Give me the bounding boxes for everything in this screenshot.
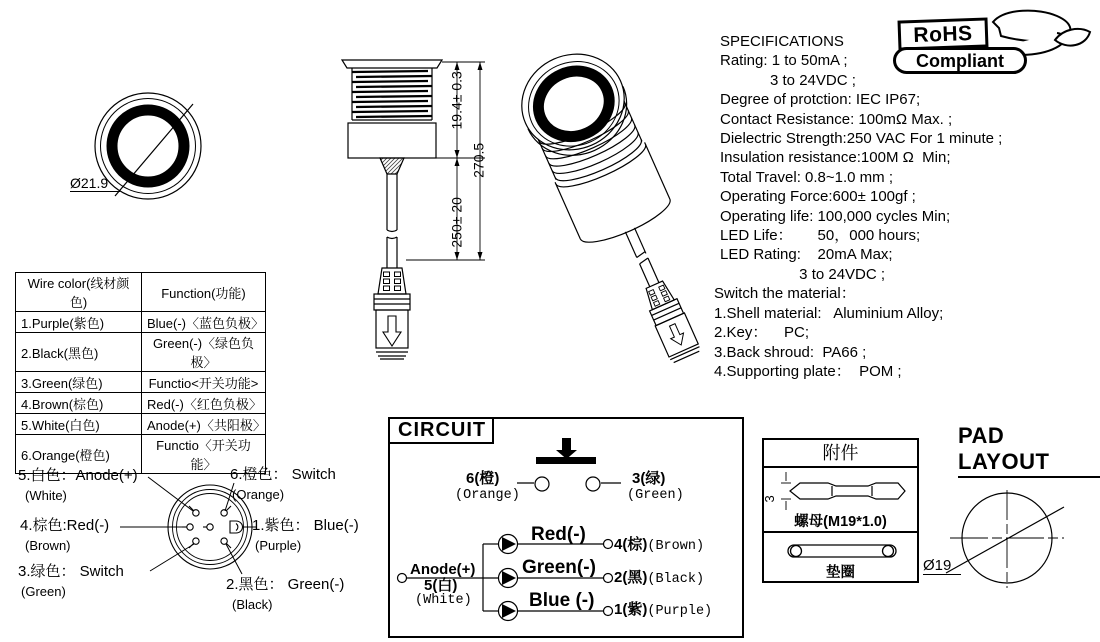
circuit-label-pin5: 5(白) bbox=[424, 577, 458, 594]
pad-diameter-label: Ø19 bbox=[923, 558, 961, 575]
dim-label-cable-length: 250± 20 bbox=[448, 197, 465, 248]
pinout-sublabel-brown: (Brown) bbox=[25, 538, 71, 553]
spec-line: Total Travel: 0.8~1.0 mm ; bbox=[720, 168, 893, 186]
spec-line: Insulation resistance:100M Ω Min; bbox=[720, 149, 951, 167]
washer-drawing bbox=[786, 543, 898, 561]
washer-label: 垫圈 bbox=[826, 565, 855, 581]
spec-line: 2.Key： PC; bbox=[714, 324, 810, 342]
circuit-title: CIRCUIT bbox=[388, 417, 494, 444]
col-header-wire-color: Wire color(线材颜色) bbox=[16, 273, 142, 312]
accessories-divider bbox=[764, 531, 917, 533]
spec-line: 4.Supporting plate： POM ; bbox=[714, 362, 902, 380]
accessories-title: 附件 bbox=[764, 440, 917, 468]
circuit-sublabel-white: (White) bbox=[415, 593, 472, 608]
table-row: 5.White(白色) Anode(+)〈共阳极〉 bbox=[16, 414, 266, 435]
table-row: 6.Orange(橙色) Functio〈开关功能〉 bbox=[16, 435, 266, 474]
dim-label-height: 19.4± 0.3 bbox=[448, 71, 465, 130]
pinout-sublabel-green: (Green) bbox=[21, 584, 66, 599]
spec-line: Rating: 1 to 50mA ; bbox=[720, 52, 848, 70]
table-row: 2.Black(黑色) Green(-)〈绿色负极〉 bbox=[16, 333, 266, 372]
table-row: 1.Purple(紫色) Blue(-)〈蓝色负极〉 bbox=[16, 312, 266, 333]
wire-function-table bbox=[15, 272, 266, 474]
spec-line: Contact Resistance: 100mΩ Max. ; bbox=[720, 110, 953, 128]
pinout-label-3-green: 3.绿色： Switch bbox=[18, 563, 124, 580]
pinout-label-2-black: 2.黑色： Green(-) bbox=[226, 576, 345, 593]
nut-dimension-label: 3 bbox=[762, 495, 778, 503]
dim-label-total-length: 270.5 bbox=[470, 142, 487, 178]
circuit-label-pin2: 2(黑)(Black) bbox=[614, 569, 705, 587]
circuit-label-anode: Anode(+) bbox=[410, 561, 476, 578]
nut-drawing bbox=[768, 470, 916, 512]
rohs-compliant-box: Compliant bbox=[893, 47, 1027, 74]
nut-label: 螺母(M19*1.0) bbox=[794, 514, 887, 530]
spec-line: 3 to 24VDC ; bbox=[720, 265, 886, 283]
circuit-label-pin1: 1(紫)(Purple) bbox=[614, 601, 713, 619]
pad-layout-drawing bbox=[900, 475, 1100, 600]
pinout-label-1-purple: 1.紫色： Blue(-) bbox=[252, 517, 359, 534]
circuit-sublabel-green: (Green) bbox=[627, 488, 684, 503]
button-side-view-drawing bbox=[335, 50, 495, 370]
circuit-sublabel-orange: (Orange) bbox=[455, 488, 520, 503]
button-perspective-view-drawing bbox=[505, 45, 705, 365]
pinout-label-5-white: 5.白色：Anode(+) bbox=[18, 467, 138, 484]
spec-line: Switch the material： bbox=[714, 285, 856, 303]
spec-line: SPECIFICATIONS bbox=[720, 33, 844, 50]
pinout-sublabel-purple: (Purple) bbox=[255, 538, 302, 553]
spec-line: 1.Shell material: Aluminium Alloy; bbox=[714, 304, 944, 322]
pinout-sublabel-white: (White) bbox=[25, 488, 67, 503]
circuit-label-red: Red(-) bbox=[531, 524, 586, 545]
circuit-label-pin4: 4(棕)(Brown) bbox=[614, 536, 705, 554]
circuit-label-green: Green(-) bbox=[522, 557, 596, 578]
pinout-label-6-orange: 6.橙色： Switch bbox=[230, 466, 336, 483]
spec-line: Degree of protction: IEC IP67; bbox=[720, 91, 921, 109]
table-header-row bbox=[16, 273, 266, 312]
pinout-sublabel-orange: (Orange) bbox=[232, 487, 285, 502]
specifications-block bbox=[714, 32, 1044, 381]
pad-layout-title: PAD LAYOUT bbox=[958, 423, 1100, 478]
circuit-label-3-green: 3(绿) bbox=[632, 470, 666, 487]
spec-line: 3.Back shroud: PA66 ; bbox=[714, 343, 867, 361]
spec-line: Operating Force:600± 100gf ; bbox=[720, 188, 916, 206]
spec-line: Operating life: 100,000 cycles Min; bbox=[720, 207, 951, 225]
rohs-top-box: RoHS bbox=[898, 17, 989, 50]
circuit-label-6-orange: 6(橙) bbox=[466, 470, 500, 487]
spec-line: LED Life： 50，000 hours; bbox=[720, 227, 921, 245]
accessories-box bbox=[762, 438, 919, 583]
col-header-function: Function(功能) bbox=[142, 273, 266, 312]
table-row: 3.Green(绿色) Functio<开关功能> bbox=[16, 372, 266, 393]
pinout-sublabel-black: (Black) bbox=[232, 597, 273, 612]
table-row: 4.Brown(棕色) Red(-)〈红色负极〉 bbox=[16, 393, 266, 414]
circuit-label-blue: Blue (-) bbox=[529, 590, 595, 611]
spec-line: LED Rating: 20mA Max; bbox=[720, 246, 893, 264]
pinout-label-4-brown: 4.棕色:Red(-) bbox=[20, 517, 110, 534]
spec-line: 3 to 24VDC ; bbox=[720, 71, 856, 89]
top-view-diameter-label: Ø21.9 bbox=[70, 176, 120, 192]
spec-line: Dielectric Strength:250 VAC For 1 minute ; bbox=[720, 130, 1003, 148]
